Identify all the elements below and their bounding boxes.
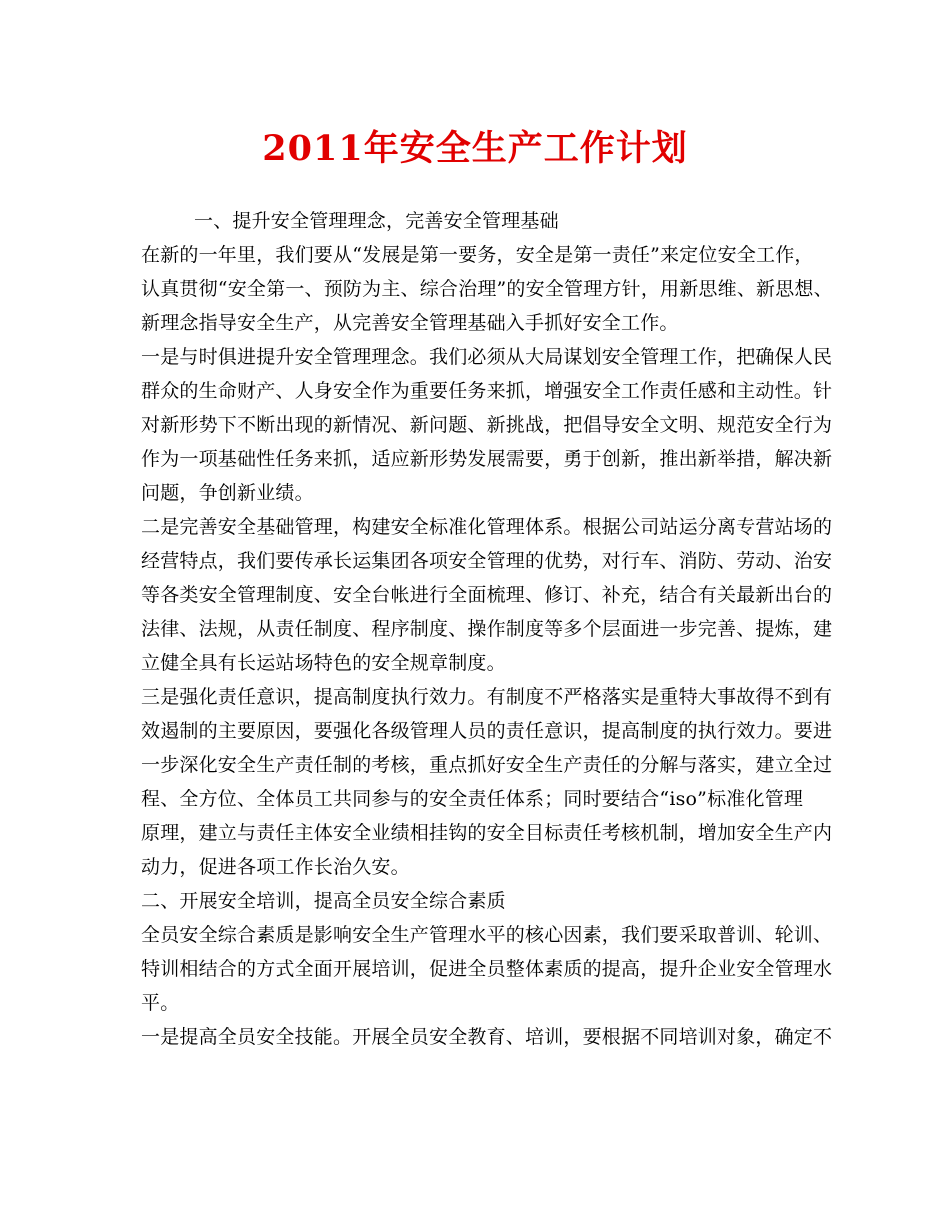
text-line: 群众的生命财产、人身安全作为重要任务来抓，增强安全工作责任感和主动性。针 xyxy=(141,380,833,402)
text-line: 效遏制的主要原因，要强化各级管理人员的责任意识，提高制度的执行效力。要进 xyxy=(141,720,833,742)
text-line: 三是强化责任意识，提高制度执行效力。有制度不严格落实是重特大事故得不到有 xyxy=(141,686,833,708)
text-line: 等各类安全管理制度、安全台帐进行全面梳理、修订、补充，结合有关最新出台的 xyxy=(141,584,833,606)
text-line: 特训相结合的方式全面开展培训，促进全员整体素质的提高，提升企业安全管理水 xyxy=(141,958,833,980)
text-line: 动力，促进各项工作长治久安。 xyxy=(141,856,410,878)
text-line: 问题，争创新业绩。 xyxy=(141,482,314,504)
text-line: 认真贯彻“安全第一、预防为主、综合治理”的安全管理方针，用新思维、新思想、 xyxy=(141,278,833,300)
document-body xyxy=(141,204,831,1054)
text-line: 一步深化安全生产责任制的考核，重点抓好安全生产责任的分解与落实，建立全过 xyxy=(141,754,833,776)
text-line: 一是与时俱进提升安全管理理念。我们必须从大局谋划安全管理工作，把确保人民 xyxy=(141,346,833,368)
text-line: 新理念指导安全生产，从完善安全管理基础入手抓好安全工作。 xyxy=(141,312,679,334)
section-heading: 一、提升安全管理理念，完善安全管理基础 xyxy=(194,210,559,232)
text-line: 一是提高全员安全技能。开展全员安全教育、培训，要根据不同培训对象，确定不 xyxy=(141,1026,833,1048)
text-line: 法律、法规，从责任制度、程序制度、操作制度等多个层面进一步完善、提炼，建 xyxy=(141,618,833,640)
text-line: 原理，建立与责任主体安全业绩相挂钩的安全目标责任考核机制，增加安全生产内 xyxy=(141,822,833,844)
section-heading: 二、开展安全培训，提高全员安全综合素质 xyxy=(141,890,506,912)
text-line: 作为一项基础性任务来抓，适应新形势发展需要，勇于创新，推出新举措，解决新 xyxy=(141,448,833,470)
text-line: 平。 xyxy=(141,992,180,1014)
text-line: 对新形势下不断出现的新情况、新问题、新挑战，把倡导安全文明、规范安全行为 xyxy=(141,414,833,436)
text-line: 经营特点，我们要传承长运集团各项安全管理的优势，对行车、消防、劳动、治安 xyxy=(141,550,833,572)
text-line: 程、全方位、全体员工共同参与的安全责任体系；同时要结合“iso”标准化管理 xyxy=(141,788,804,810)
text-line: 在新的一年里，我们要从“发展是第一要务，安全是第一责任”来定位安全工作， xyxy=(141,244,814,266)
document-title: 2011年安全生产工作计划 xyxy=(262,128,688,169)
text-line: 二是完善安全基础管理，构建安全标准化管理体系。根据公司站运分离专营站场的 xyxy=(141,516,833,538)
text-line: 全员安全综合素质是影响安全生产管理水平的核心因素，我们要采取普训、轮训、 xyxy=(141,924,833,946)
text-line: 立健全具有长运站场特色的安全规章制度。 xyxy=(141,652,506,674)
